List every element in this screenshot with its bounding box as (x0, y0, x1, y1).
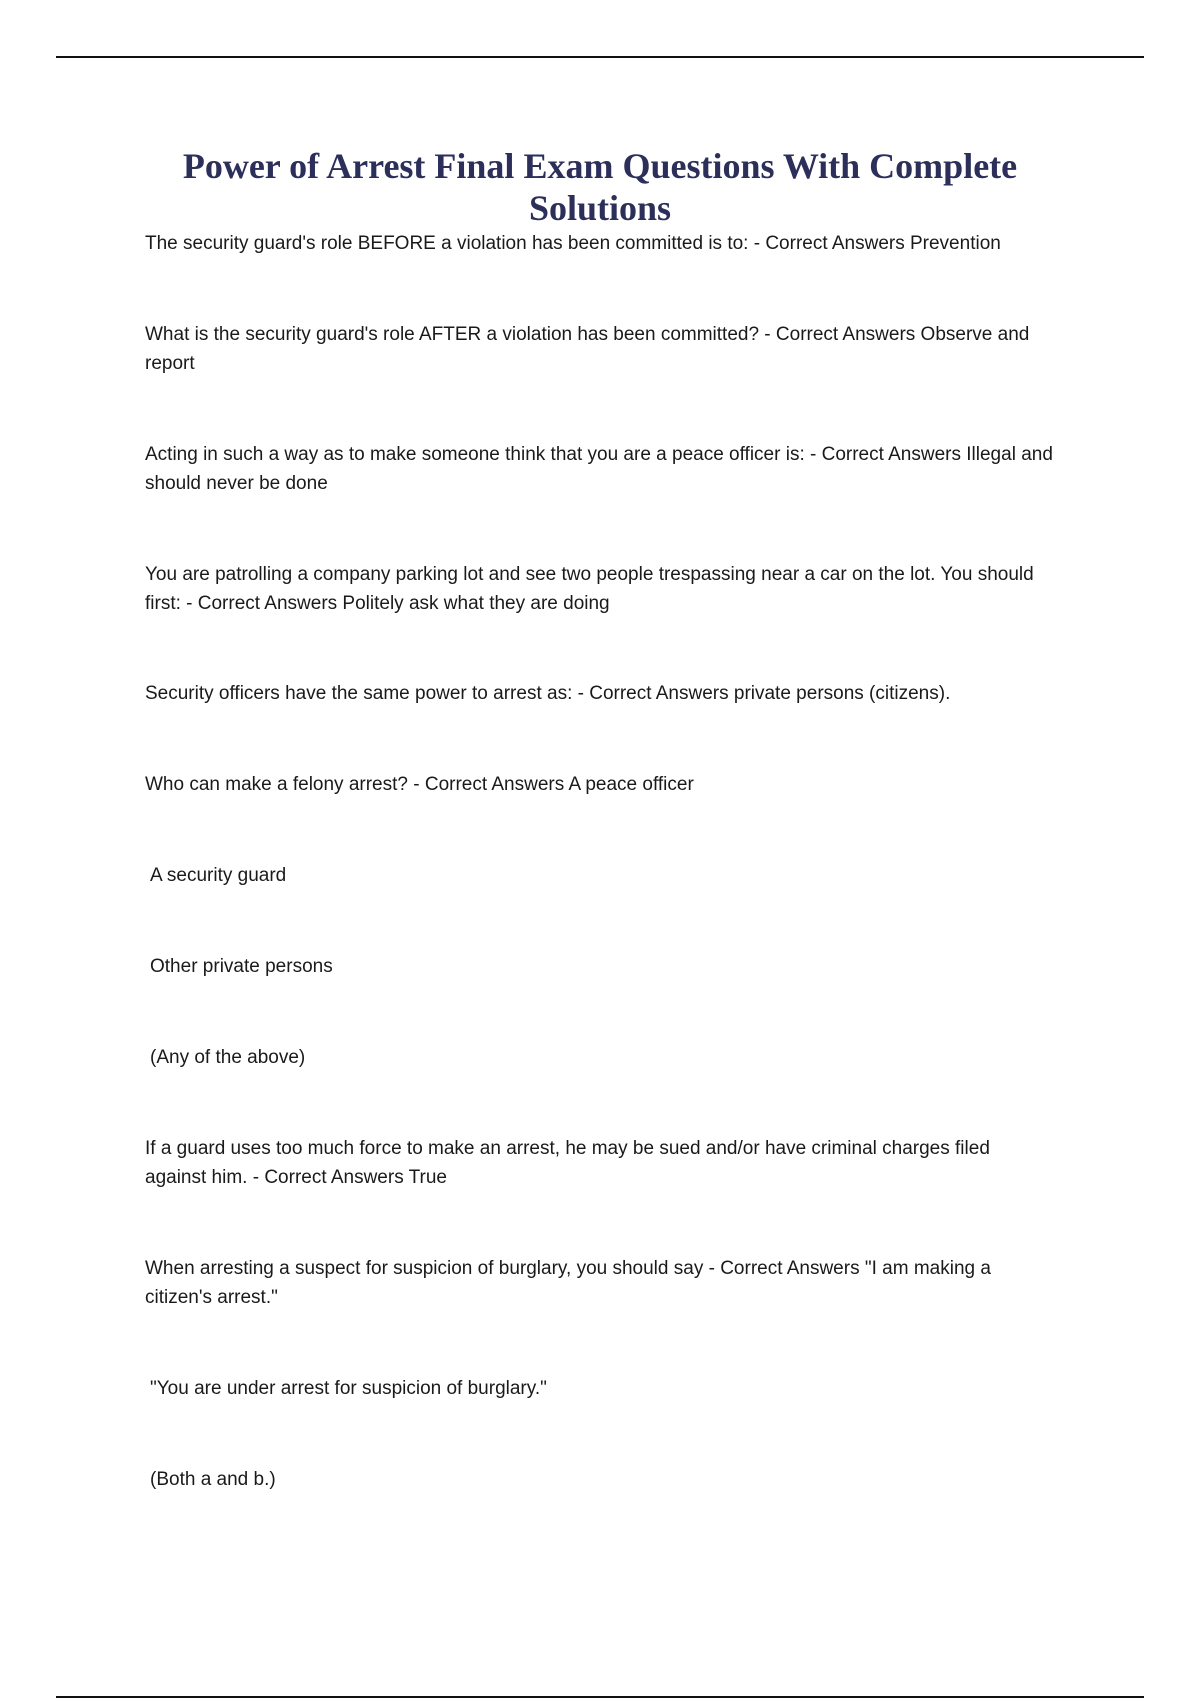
qa-entry-7: If a guard uses too much force to make an arrest, he may be sued and/or have criminal charges filed against him. - Correct Answers True (145, 1138, 990, 1188)
answer-option-any-of-above: (Any of the above) (150, 1047, 306, 1068)
qa-entry-1: The security guard's role BEFORE a violation has been committed is to: - Correct Answers Prevention (145, 233, 1001, 254)
document-title: Power of Arrest Final Exam Questions With Complete Solutions (182, 146, 1018, 228)
answer-option-both: (Both a and b.) (150, 1469, 276, 1490)
footer-rule (56, 1696, 1144, 1698)
qa-entry-6: Who can make a felony arrest? - Correct Answers A peace officer (145, 774, 694, 795)
qa-entry-5: Security officers have the same power to arrest as: - Correct Answers private persons (citizens). (145, 683, 951, 704)
answer-option-under-arrest: "You are under arrest for suspicion of burglary." (150, 1378, 547, 1399)
qa-list (145, 229, 1055, 1494)
qa-entry-8: When arresting a suspect for suspicion of burglary, you should say - Correct Answers "I am making a citizen's arrest." (145, 1258, 991, 1308)
header-rule (56, 56, 1144, 58)
qa-entry-2: What is the security guard's role AFTER a violation has been committed? - Correct Answers Observe and report (145, 324, 1030, 374)
qa-entry-3: Acting in such a way as to make someone think that you are a peace officer is: - Correct Answers Illegal and should never be done (145, 444, 1053, 494)
answer-option-security-guard: A security guard (150, 865, 287, 886)
qa-entry-4: You are patrolling a company parking lot and see two people trespassing near a car on the lot. You should first: - Correct Answers Politely ask what they are doing (145, 564, 1034, 614)
answer-option-private-persons: Other private persons (150, 956, 333, 977)
